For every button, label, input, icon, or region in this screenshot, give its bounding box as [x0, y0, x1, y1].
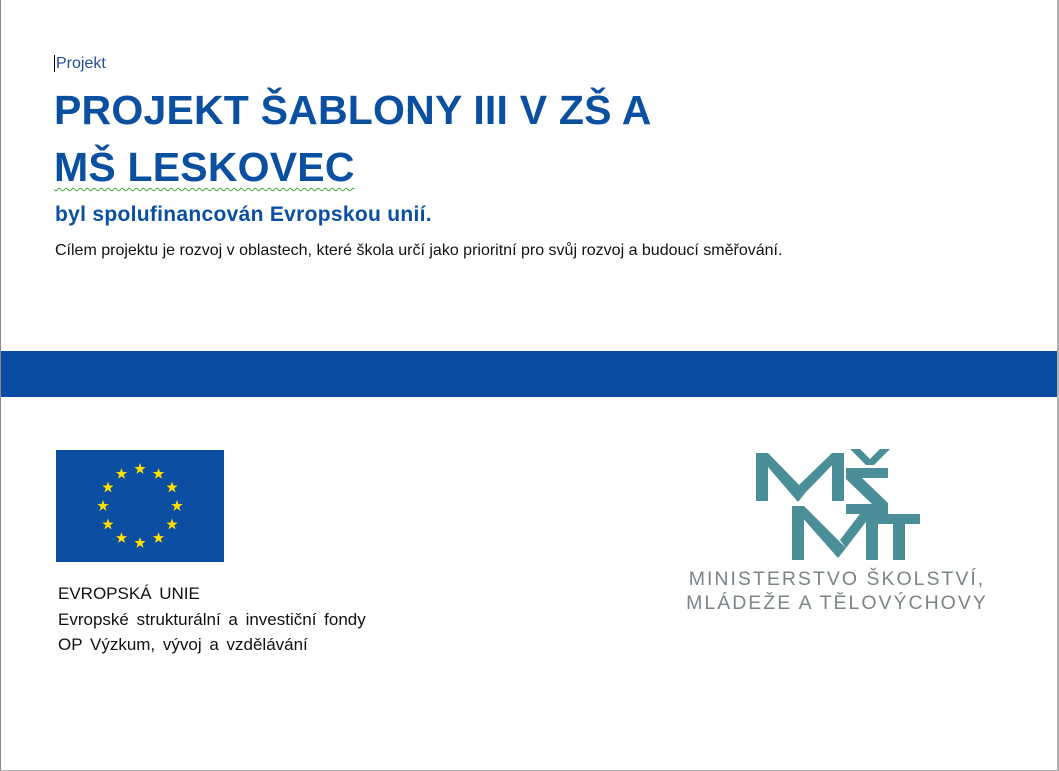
kicker-text[interactable]: Projekt: [56, 55, 106, 72]
msmt-name-line-1[interactable]: MINISTERSTVO ŠKOLSTVÍ,: [688, 568, 986, 590]
project-title[interactable]: [54, 82, 814, 196]
eu-line-2[interactable]: Evropské strukturální a investiční fondy: [58, 609, 366, 629]
title-line-1[interactable]: PROJEKT ŠABLONY III V ZŠ A: [54, 87, 652, 133]
subtitle[interactable]: byl spolufinancován Evropskou unií.: [55, 203, 432, 226]
eu-funding-text: [58, 581, 366, 658]
eu-line-1[interactable]: EVROPSKÁ UNIE: [58, 584, 200, 603]
msmt-logo-icon: [746, 448, 926, 564]
msmt-name-line-2[interactable]: MLÁDEŽE A TĚLOVÝCHOVY: [686, 592, 988, 614]
msmt-logo-mark: [756, 449, 920, 560]
blue-divider-band: [1, 351, 1059, 397]
text-cursor: [54, 55, 55, 72]
eu-line-3[interactable]: OP Výzkum, vývoj a vzdělávání: [58, 635, 308, 654]
msmt-name: [666, 567, 1008, 615]
eu-flag-icon: [56, 450, 224, 562]
title-line-2[interactable]: MŠ LESKOVEC: [54, 144, 355, 190]
project-description[interactable]: Cílem projektu je rozvoj v oblastech, které škola určí jako prioritní pro svůj rozvoj a budoucí směřování.: [55, 242, 783, 259]
